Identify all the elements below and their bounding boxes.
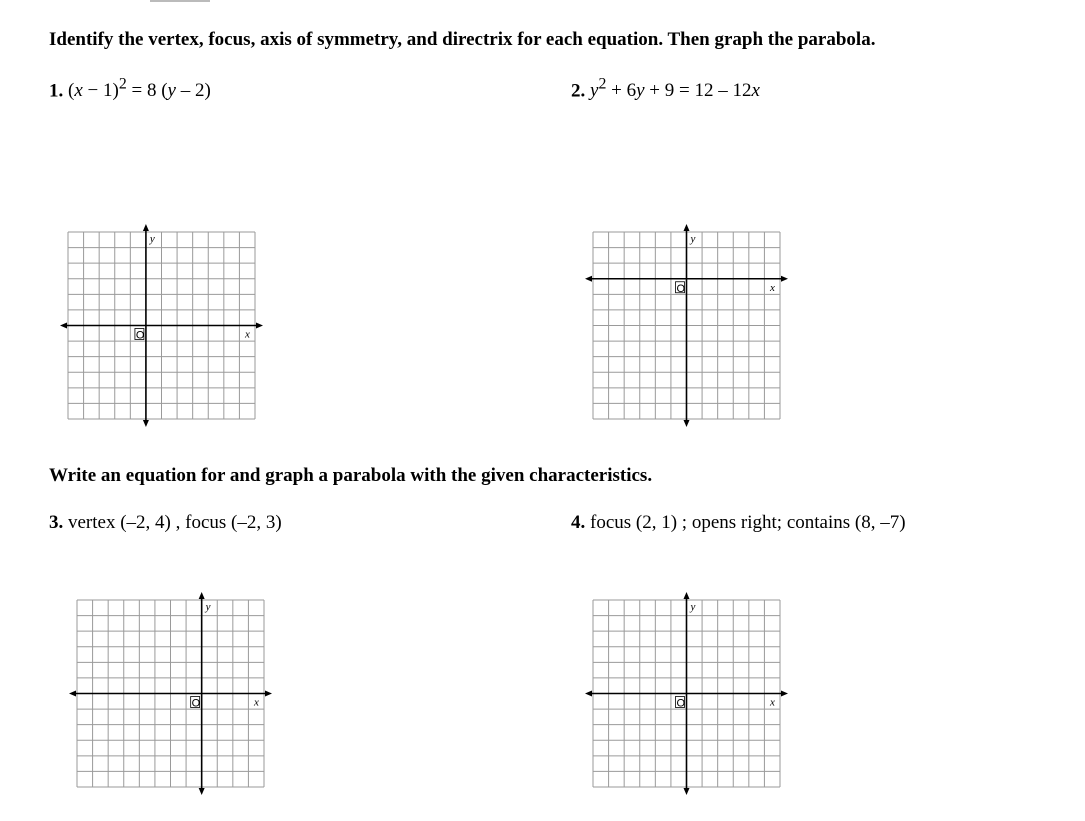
y-axis-arrow-up bbox=[684, 592, 690, 599]
problem-2-number: 2. bbox=[571, 80, 586, 102]
y-axis-arrow-down bbox=[684, 420, 690, 427]
y-axis-label: y bbox=[149, 233, 155, 245]
x-axis-label: x bbox=[245, 328, 250, 341]
origin-label: O bbox=[676, 697, 686, 710]
y-axis-arrow-down bbox=[199, 788, 205, 795]
top-rule bbox=[150, 0, 210, 2]
graph-3 bbox=[77, 600, 264, 787]
x-axis-arrow-left bbox=[60, 323, 67, 329]
problem-2-equation: $y^2 + 6y + 9 = 12 - 12x$ bbox=[590, 76, 760, 102]
problem-4-text: focus (2, 1) ; opens right; contains (8, –7) bbox=[585, 512, 906, 533]
y-axis-label: y bbox=[690, 233, 696, 245]
y-axis-arrow-up bbox=[199, 592, 205, 599]
problem-1-equation: $(x - 1)^2 = 8$ (y – 2) bbox=[68, 76, 211, 102]
y-axis-arrow-up bbox=[684, 224, 690, 231]
graph-2-grid bbox=[593, 232, 780, 419]
problem-3 bbox=[49, 512, 282, 534]
graph-2 bbox=[593, 232, 780, 419]
graph-1 bbox=[68, 232, 255, 419]
x-axis-arrow-left bbox=[585, 691, 592, 697]
y-axis-arrow-up bbox=[143, 224, 149, 231]
problem-2 bbox=[571, 76, 760, 102]
graph-4 bbox=[593, 600, 780, 787]
x-axis-arrow-right bbox=[781, 276, 788, 282]
problem-4 bbox=[571, 512, 906, 534]
problem-1 bbox=[49, 76, 211, 102]
graph-3-grid bbox=[77, 600, 264, 787]
problem-1-number: 1. bbox=[49, 80, 64, 102]
x-axis-arrow-right bbox=[781, 691, 788, 697]
y-axis-arrow-down bbox=[684, 788, 690, 795]
x-axis-arrow-right bbox=[265, 691, 272, 697]
x-axis-label: x bbox=[770, 696, 775, 709]
problem-4-number: 4. bbox=[571, 512, 586, 533]
section2-heading: Write an equation for and graph a parabola with the given characteristics. bbox=[49, 465, 653, 486]
graph-1-grid bbox=[68, 232, 255, 419]
section1-heading: Identify the vertex, focus, axis of symmetry, and directrix for each equation. Then graph the parabola. bbox=[49, 29, 876, 50]
problem-3-number: 3. bbox=[49, 512, 64, 533]
x-axis-arrow-right bbox=[256, 323, 263, 329]
graph-4-grid bbox=[593, 600, 780, 787]
x-axis-label: x bbox=[770, 281, 775, 294]
problem-3-text: vertex (–2, 4) , focus (–2, 3) bbox=[63, 512, 282, 533]
x-axis-arrow-left bbox=[585, 276, 592, 282]
y-axis-label: y bbox=[690, 601, 696, 613]
y-axis-arrow-down bbox=[143, 420, 149, 427]
y-axis-label: y bbox=[205, 601, 211, 613]
origin-label: O bbox=[676, 282, 686, 295]
origin-label: O bbox=[135, 329, 145, 342]
origin-label: O bbox=[191, 697, 201, 710]
x-axis-arrow-left bbox=[69, 691, 76, 697]
x-axis-label: x bbox=[254, 696, 259, 709]
